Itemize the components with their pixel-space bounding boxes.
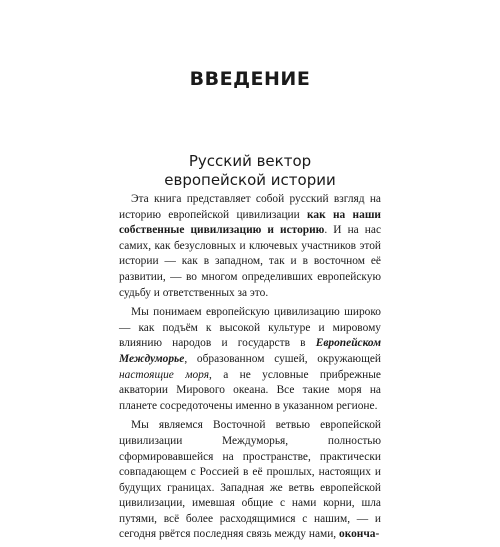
text-segment: Мы понимаем европейскую цивилизацию широко — как подъём к высокой культуре и мировому влиянию народов и государств в [119,306,381,350]
text-segment: Европейском Междуморье [119,337,381,365]
text-segment: , а не условные прибрежные акватории Мирового океана. Все такие моря на планете сосредоточены именно в указанном регионе. [119,368,381,412]
body-text [119,192,381,547]
text-segment: оконча- [339,528,380,541]
section-heading [0,152,500,190]
text-segment: как на наши собственные цивилизацию и историю [119,208,381,237]
text-segment: . И на нас самих, как безусловных и ключевых участников этой истории — как в западном, так и в восточном её развитии, — во многом определивших европейскую судьбу и ответственных за это. [119,224,381,299]
paragraph-3 [119,418,381,543]
text-segment: , образованном сушей, окружающей [184,352,381,365]
chapter-title: ВВЕДЕНИЕ [189,68,311,90]
text-segment: настоящие моря [119,368,209,381]
section-heading-line-1: Русский вектор [188,152,312,170]
paragraph-1 [119,192,381,301]
paragraph-2 [119,305,381,414]
section-heading-line-2: европейской истории [164,171,336,189]
text-segment: Мы являемся Восточной ветвью европейской цивилизации Междуморья, полностью сформировавшейся на пространстве, практически совпадающем с Россией в её прошлых, настоящих и будущих границах. Западная же ветвь европейской цивилизации, имевшая общие с нами корни, шла путями, всё более расходящимися с нашим, — и сегодня рвётся последняя связь между нами, [119,419,381,541]
text-segment: Эта книга представляет собой русский взгляд на историю европейской цивилизации [119,193,381,221]
